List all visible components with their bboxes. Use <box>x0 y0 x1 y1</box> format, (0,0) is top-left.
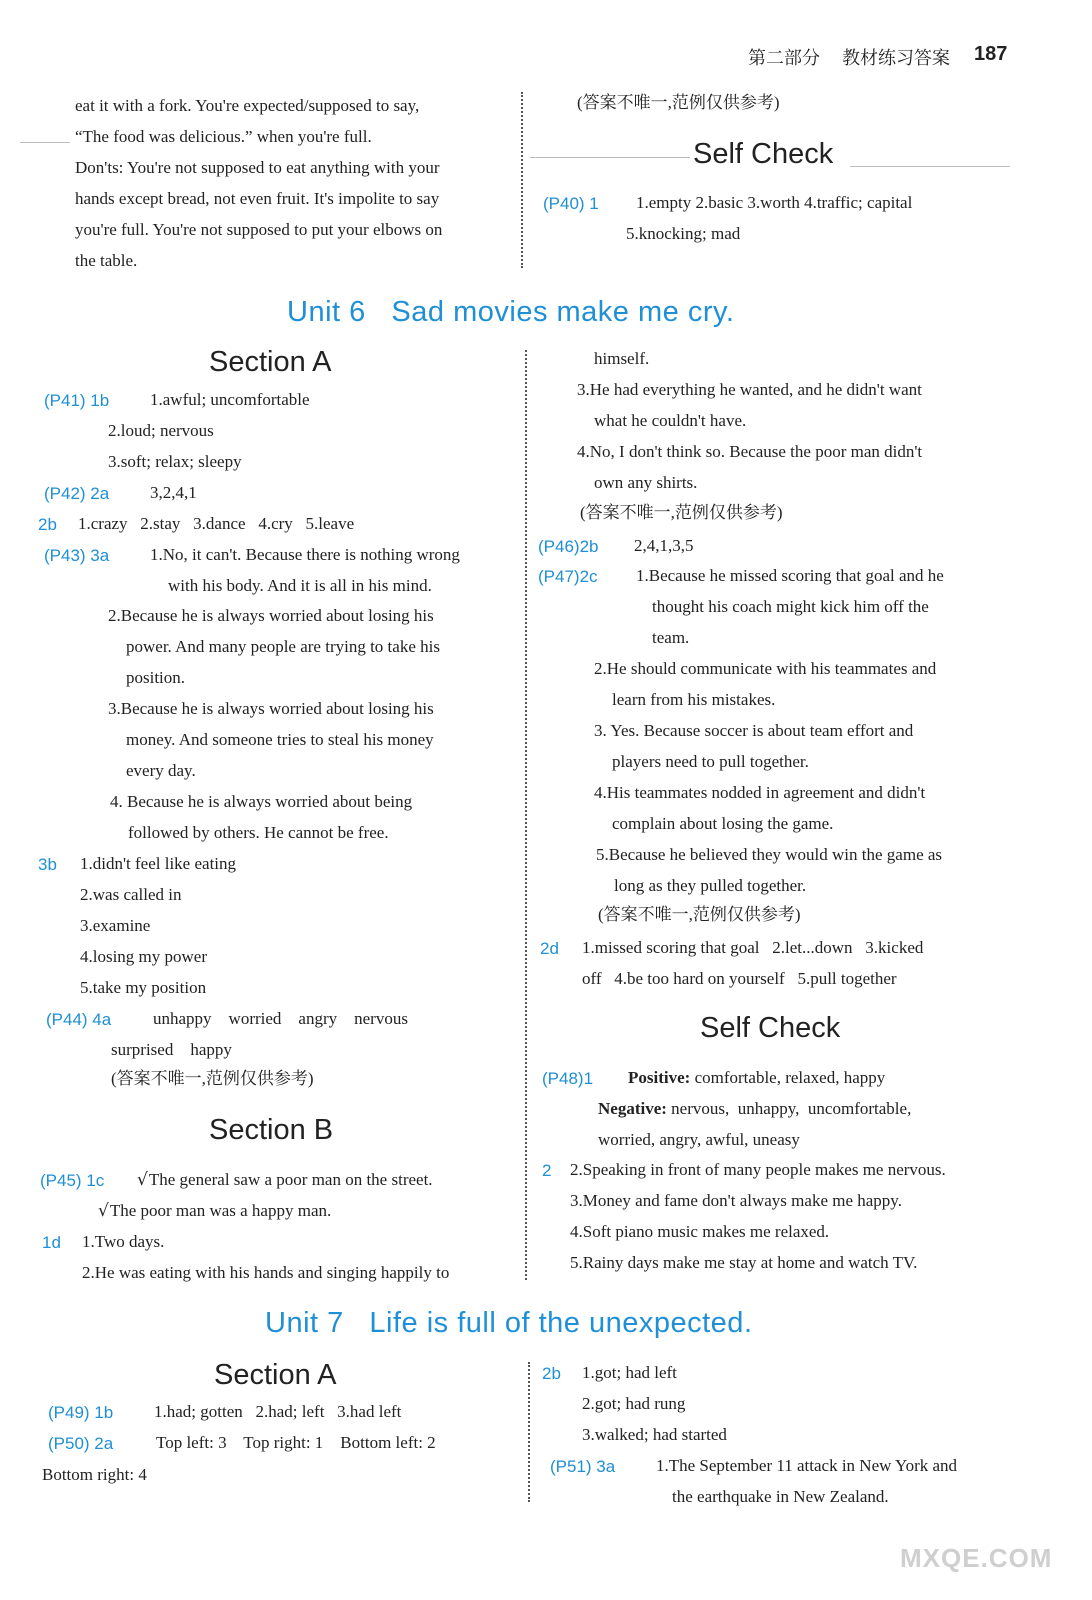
answer-text: money. And someone tries to steal his money <box>126 730 434 749</box>
answer-text: 2.He was eating with his hands and singing happily to <box>82 1263 450 1282</box>
text-line: you're full. You're not supposed to put your elbows on <box>75 220 443 239</box>
answer-tag: 3b <box>38 855 57 874</box>
answer-text: 2.loud; nervous <box>108 421 214 440</box>
decorative-rule <box>530 157 690 158</box>
answer-text: 1.empty 2.basic 3.worth 4.traffic; capital <box>636 193 913 212</box>
answer-text: 4.Soft piano music makes me relaxed. <box>570 1222 830 1241</box>
answer-text: followed by others. He cannot be free. <box>128 823 389 842</box>
answer-text: 2.Speaking in front of many people makes me nervous. <box>570 1160 946 1179</box>
decorative-rule <box>850 166 1010 167</box>
answer-text: unhappy worried angry nervous <box>153 1009 408 1028</box>
answer-text: 1.The September 11 attack in New York and <box>656 1456 958 1475</box>
answer-text: 1.crazy 2.stay 3.dance 4.cry 5.leave <box>78 514 355 533</box>
unit-title: Unit 6 Sad movies make me cry. <box>287 296 735 328</box>
answer-text: 4.losing my power <box>80 947 208 966</box>
answer-tag: 1d <box>42 1233 61 1252</box>
positive-label: Positive: <box>628 1068 691 1087</box>
check-mark: √ <box>137 1170 148 1190</box>
answer-text: players need to pull together. <box>612 752 809 771</box>
answer-tag: (P48)1 <box>542 1069 594 1088</box>
answer-tag: (P40) 1 <box>543 194 599 213</box>
answer-text: long as they pulled together. <box>614 876 807 895</box>
answer-text: 4.No, I don't think so. Because the poor man didn't <box>577 442 923 461</box>
answer-text: what he couldn't have. <box>594 411 747 430</box>
answer-tag: (P45) 1c <box>40 1171 105 1190</box>
answer-text <box>598 1099 911 1119</box>
answer-tag: (P42) 2a <box>44 484 110 503</box>
answer-text: surprised happy <box>111 1040 232 1059</box>
decorative-rule <box>20 142 70 143</box>
section-title: Section B <box>209 1114 334 1146</box>
answer-text: learn from his mistakes. <box>612 690 776 709</box>
answer-text: 5.Rainy days make me stay at home and watch TV. <box>570 1253 918 1272</box>
answer-text-span: The poor man was a happy man. <box>109 1201 332 1220</box>
note-text: (答案不唯一,范例仅供参考) <box>111 1069 314 1088</box>
answer-text: own any shirts. <box>594 473 698 492</box>
answer-text: himself. <box>594 349 650 368</box>
text-line: eat it with a fork. You're expected/supposed to say, <box>75 96 420 115</box>
answer-tag: (P44) 4a <box>46 1010 112 1029</box>
negative-text: nervous, unhappy, uncomfortable, <box>671 1099 912 1118</box>
answer-text: 3.soft; relax; sleepy <box>108 452 242 471</box>
answer-tag: 2d <box>540 939 559 958</box>
answer-text: 5.take my position <box>80 978 207 997</box>
answer-text: 3.Because he is always worried about losing his <box>108 699 434 718</box>
answer-text: 2.got; had rung <box>582 1394 686 1413</box>
answer-text: Top left: 3 Top right: 1 Bottom left: 2 <box>156 1433 436 1452</box>
answer-text: 1.got; had left <box>582 1363 677 1382</box>
negative-label: Negative: <box>598 1099 667 1118</box>
answer-text: 5.Because he believed they would win the game as <box>596 845 943 864</box>
text-line: the table. <box>75 251 138 270</box>
answer-text: 1.had; gotten 2.had; left 3.had left <box>154 1402 402 1421</box>
answer-text <box>628 1068 885 1088</box>
answer-text: 3.walked; had started <box>582 1425 727 1444</box>
answer-text: position. <box>126 668 186 687</box>
answer-text: off 4.be too hard on yourself 5.pull together <box>582 969 897 988</box>
answer-text: 4.His teammates nodded in agreement and didn't <box>594 783 926 802</box>
unit-title: Unit 7 Life is full of the unexpected. <box>265 1307 753 1339</box>
answer-text: thought his coach might kick him off the <box>652 597 929 616</box>
check-mark: √ <box>98 1201 109 1221</box>
page-number: 187 <box>974 43 1008 65</box>
answer-text <box>137 1170 433 1190</box>
answer-text: the earthquake in New Zealand. <box>672 1487 889 1506</box>
watermark-text: MXQE.COM <box>900 1543 1053 1573</box>
self-check-title: Self Check <box>693 138 834 170</box>
text-line: hands except bread, not even fruit. It's impolite to say <box>75 189 440 208</box>
answer-text: 2.Because he is always worried about losing his <box>108 606 434 625</box>
section-title: Section A <box>214 1359 337 1391</box>
column-divider <box>525 350 527 1280</box>
positive-text: comfortable, relaxed, happy <box>694 1068 886 1087</box>
answer-tag: (P51) 3a <box>550 1457 616 1476</box>
answer-text: with his body. And it is all in his mind. <box>168 576 432 595</box>
answer-text: 3.He had everything he wanted, and he didn't want <box>577 380 922 399</box>
answer-text: team. <box>652 628 690 647</box>
self-check-title: Self Check <box>700 1012 841 1044</box>
answer-text: 2,4,1,3,5 <box>634 536 694 555</box>
answer-tag: 2 <box>542 1161 552 1180</box>
note-text: (答案不唯一,范例仅供参考) <box>577 93 780 112</box>
answer-text: 1.awful; uncomfortable <box>150 390 310 409</box>
answer-text <box>98 1201 331 1221</box>
answer-text: complain about losing the game. <box>612 814 834 833</box>
answer-text: 2.He should communicate with his teammates and <box>594 659 937 678</box>
answer-text: power. And many people are trying to take his <box>126 637 440 656</box>
answer-text: 1.No, it can't. Because there is nothing wrong <box>150 545 460 564</box>
answer-text: worried, angry, awful, uneasy <box>598 1130 800 1149</box>
answer-text: 1.Two days. <box>82 1232 165 1251</box>
answer-tag: (P46)2b <box>538 537 599 556</box>
column-divider <box>521 92 523 268</box>
text-line: “The food was delicious.” when you're full. <box>75 127 372 146</box>
answer-text: 3,2,4,1 <box>150 483 197 502</box>
answer-tag: 2b <box>38 515 57 534</box>
answer-tag: (P41) 1b <box>44 391 110 410</box>
text-line: Don'ts: You're not supposed to eat anything with your <box>75 158 440 177</box>
answer-tag: 2b <box>542 1364 561 1383</box>
answer-text: 4. Because he is always worried about being <box>110 792 413 811</box>
header-title: 教材练习答案 <box>842 48 950 69</box>
note-text: (答案不唯一,范例仅供参考) <box>598 905 801 924</box>
answer-text: 5.knocking; mad <box>626 224 741 243</box>
section-title: Section A <box>209 346 332 378</box>
answer-tag: (P43) 3a <box>44 546 110 565</box>
answer-text-span: The general saw a poor man on the street. <box>148 1170 433 1189</box>
column-divider <box>528 1362 530 1502</box>
answer-text: 3.Money and fame don't always make me happy. <box>570 1191 902 1210</box>
answer-tag: (P47)2c <box>538 567 598 586</box>
answer-tag: (P49) 1b <box>48 1403 114 1422</box>
header-part: 第二部分 <box>748 48 820 69</box>
answer-text: 3. Yes. Because soccer is about team effort and <box>594 721 914 740</box>
answer-text: 3.examine <box>80 916 151 935</box>
answer-text: 1.missed scoring that goal 2.let...down 3.kicked <box>582 938 924 957</box>
answer-text: 1.Because he missed scoring that goal and he <box>636 566 944 585</box>
answer-text: 1.didn't feel like eating <box>80 854 237 873</box>
answer-text: Bottom right: 4 <box>42 1465 147 1484</box>
answer-tag: (P50) 2a <box>48 1434 114 1453</box>
answer-text: every day. <box>126 761 196 780</box>
note-text: (答案不唯一,范例仅供参考) <box>580 503 783 522</box>
answer-text: 2.was called in <box>80 885 182 904</box>
